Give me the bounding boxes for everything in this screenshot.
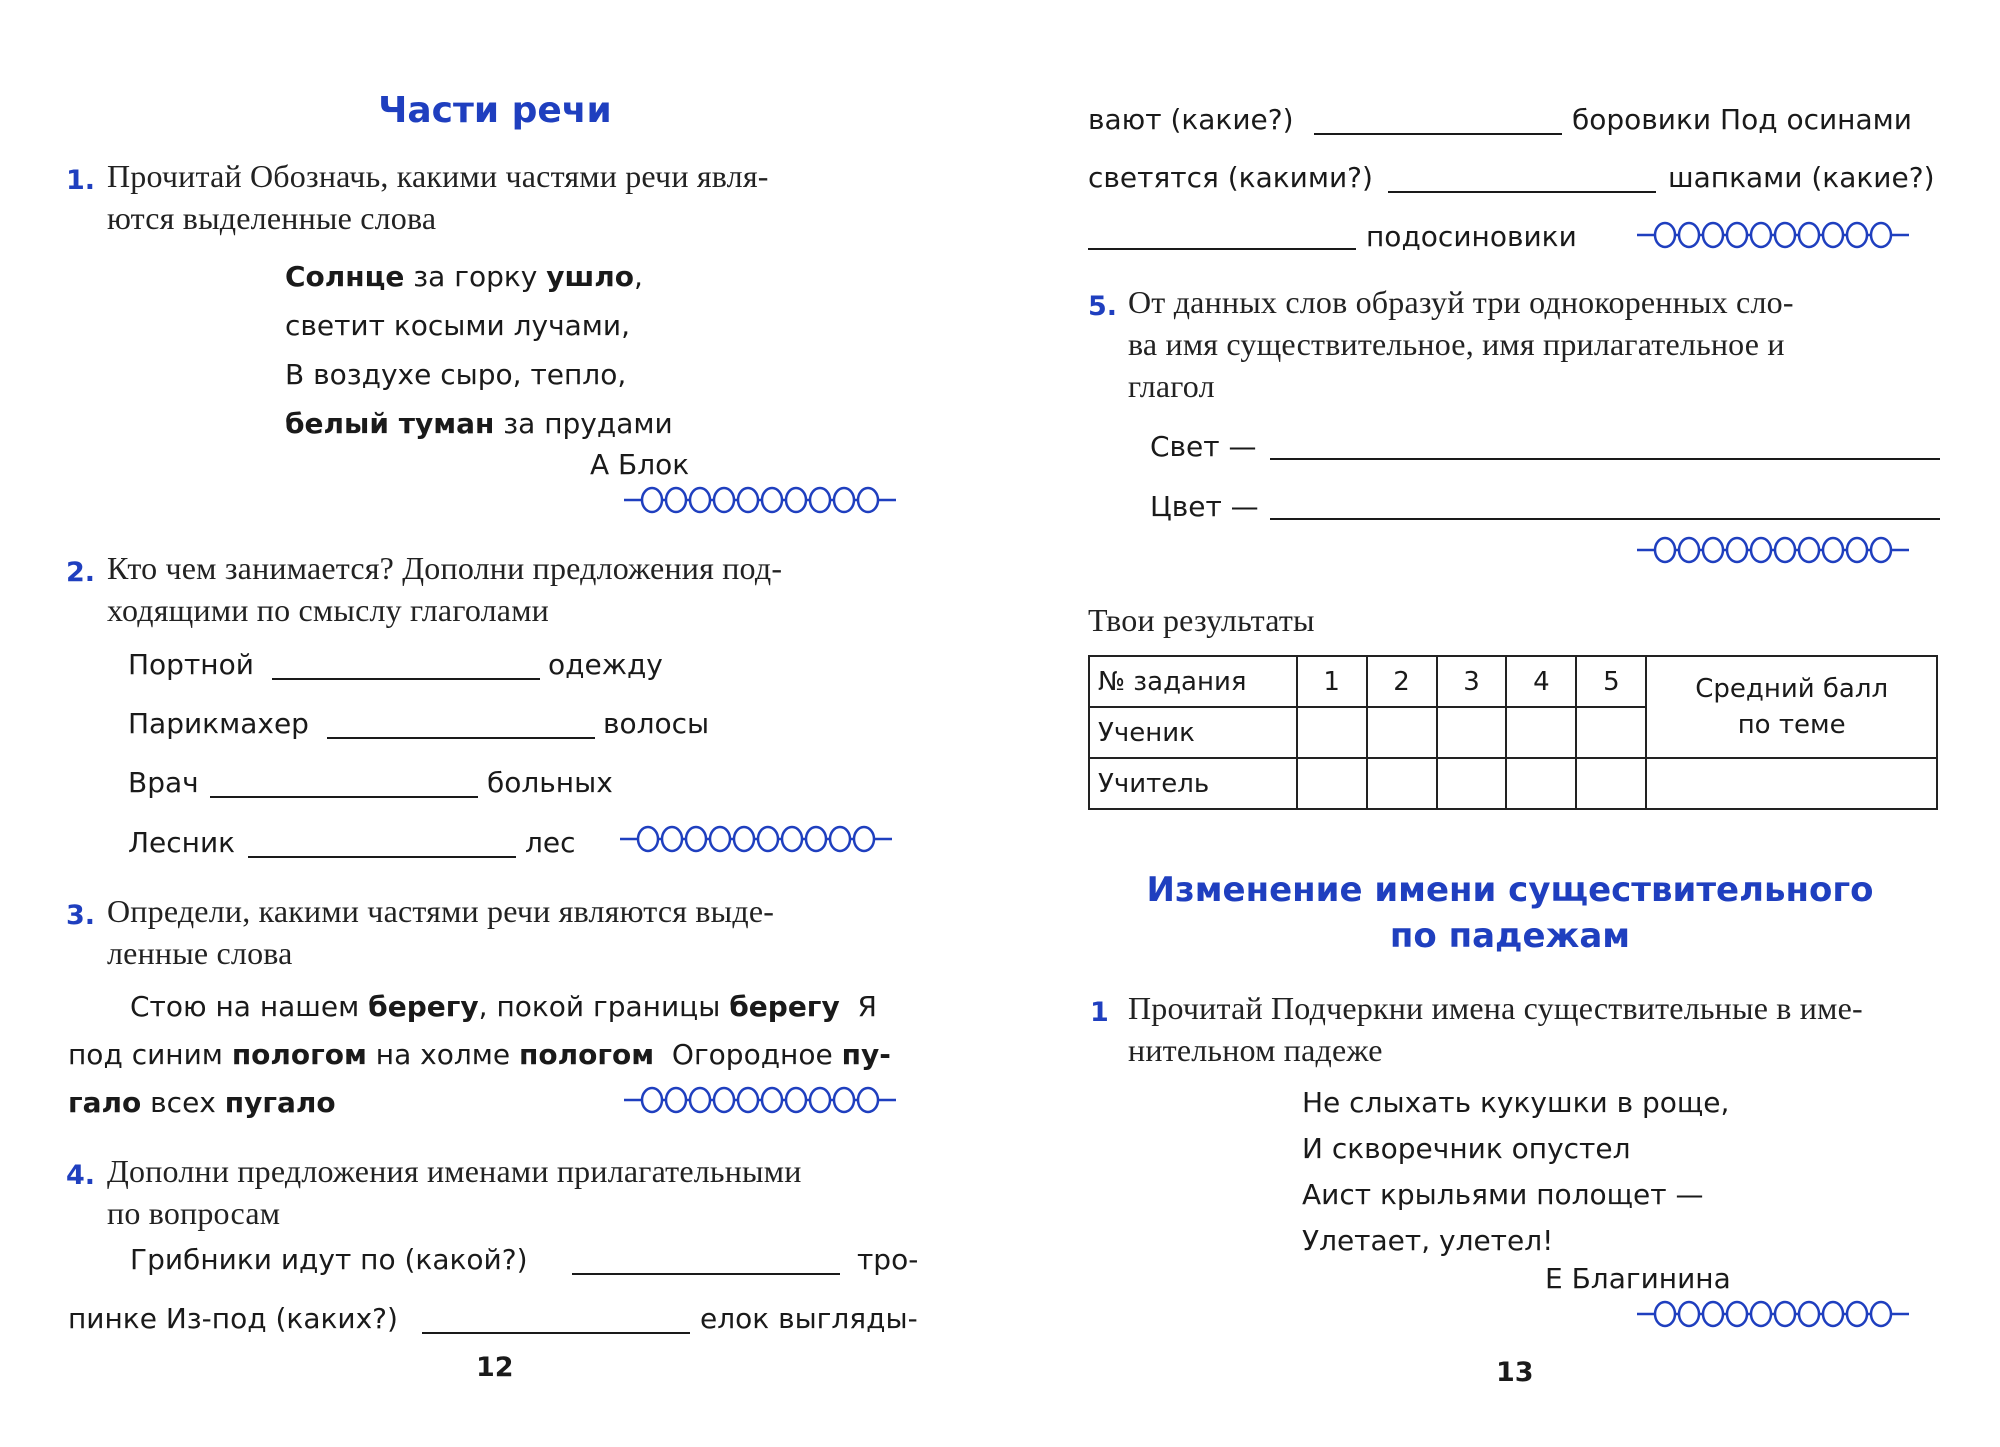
bold-word: пологом <box>231 1038 367 1071</box>
score-circle[interactable] <box>1727 1302 1747 1326</box>
column-header: 3 <box>1437 656 1507 707</box>
text-segment: под синим <box>68 1038 232 1071</box>
score-circle[interactable] <box>782 827 802 851</box>
score-circle[interactable] <box>1703 538 1723 562</box>
text-line <box>68 1038 891 1071</box>
score-circle[interactable] <box>1799 538 1819 562</box>
score-circle[interactable] <box>638 827 658 851</box>
score-circle[interactable] <box>758 827 778 851</box>
sentence-part: боровики Под осинами <box>1572 103 1912 136</box>
score-circle[interactable] <box>1679 1302 1699 1326</box>
bold-word: берегу <box>729 990 840 1023</box>
score-circle[interactable] <box>1847 223 1867 247</box>
chain-score-icon <box>622 1083 922 1117</box>
score-cell[interactable] <box>1576 758 1646 809</box>
column-header: 1 <box>1297 656 1367 707</box>
poem-line <box>285 260 643 293</box>
poem-line: Аист крыльями полощет — <box>1302 1178 1704 1211</box>
answer-blank[interactable] <box>210 796 478 798</box>
task-number: 5. <box>1088 291 1118 322</box>
sentence-part: тро- <box>857 1243 919 1276</box>
sentence-part: Грибники идут по (какой?) <box>130 1243 528 1276</box>
chain-score-icon <box>618 822 918 856</box>
score-circle[interactable] <box>834 488 854 512</box>
score-circle[interactable] <box>714 488 734 512</box>
score-circle[interactable] <box>642 1088 662 1112</box>
score-circle[interactable] <box>666 1088 686 1112</box>
score-circle[interactable] <box>762 1088 782 1112</box>
poem-line <box>285 358 626 391</box>
bold-word: пологом <box>519 1038 655 1071</box>
score-circle[interactable] <box>786 1088 806 1112</box>
score-circle[interactable] <box>1775 538 1795 562</box>
sentence-object: одежду <box>548 648 663 681</box>
score-circle[interactable] <box>1751 1302 1771 1326</box>
sentence-object: больных <box>487 766 613 799</box>
average-score-header <box>1646 656 1937 758</box>
task-instruction: ются выделенные слова <box>107 200 437 236</box>
average-score-cell[interactable] <box>1646 758 1937 809</box>
column-header: 2 <box>1367 656 1437 707</box>
score-circle[interactable] <box>666 488 686 512</box>
text-segment: Я <box>839 990 877 1023</box>
bold-word: гало <box>68 1086 142 1119</box>
text-segment: , <box>633 260 643 293</box>
score-circle[interactable] <box>1799 223 1819 247</box>
poem-author: А Блок <box>590 448 690 481</box>
task-instruction: Определи, какими частями речи являются выде- <box>107 893 775 929</box>
task-instruction: глагол <box>1128 368 1215 404</box>
score-circle[interactable] <box>642 488 662 512</box>
task-header-cell: № задания <box>1089 656 1297 707</box>
answer-blank[interactable] <box>1270 518 1940 520</box>
score-cell[interactable] <box>1437 758 1507 809</box>
text-line <box>130 990 877 1023</box>
average-score-header-line1: Средний балл <box>1695 674 1889 704</box>
poem-line: Улетает, улетел! <box>1302 1224 1554 1257</box>
bold-word: пу- <box>841 1038 891 1071</box>
bold-word: пугало <box>224 1086 336 1119</box>
right-page <box>1000 0 2000 1447</box>
task-instruction: нительном падеже <box>1128 1032 1383 1068</box>
text-segment: светит косыми лучами, <box>285 309 630 342</box>
sentence-subject: Парикмахер <box>128 707 309 740</box>
score-circle[interactable] <box>810 488 830 512</box>
task-instruction: Дополни предложения именами прилагательными <box>107 1153 802 1189</box>
score-circle[interactable] <box>738 488 758 512</box>
sentence-part: светятся (какими?) <box>1088 161 1373 194</box>
page-title: Части речи <box>378 90 612 131</box>
score-circle[interactable] <box>1655 1302 1675 1326</box>
sentence-subject: Врач <box>128 766 199 799</box>
score-circle[interactable] <box>1655 538 1675 562</box>
sentence-subject: Портной <box>128 648 254 681</box>
score-circle[interactable] <box>858 1088 878 1112</box>
page-number: 12 <box>476 1352 514 1383</box>
task-instruction: ва имя существительное, имя прилагательное и <box>1128 326 1785 362</box>
score-circle[interactable] <box>1871 1302 1891 1326</box>
results-table <box>1088 655 1938 810</box>
score-cell[interactable] <box>1297 707 1367 758</box>
task-number: 1 <box>1090 997 1109 1028</box>
chain-score-icon <box>1635 1297 1935 1331</box>
score-circle[interactable] <box>1775 223 1795 247</box>
results-heading: Твои результаты <box>1088 602 1315 638</box>
score-circle[interactable] <box>1727 223 1747 247</box>
score-circle[interactable] <box>1823 1302 1843 1326</box>
score-circle[interactable] <box>1727 538 1747 562</box>
sentence-part: елок выгляды- <box>700 1302 918 1335</box>
average-score-header-line2: по теме <box>1737 710 1846 740</box>
score-circle[interactable] <box>1823 223 1843 247</box>
answer-blank[interactable] <box>1314 133 1562 135</box>
score-circle[interactable] <box>1847 538 1867 562</box>
score-circle[interactable] <box>1679 538 1699 562</box>
task-instruction: Кто чем занимается? Дополни предложения под- <box>107 550 783 586</box>
score-circle[interactable] <box>830 827 850 851</box>
task-number: 2. <box>66 557 96 588</box>
text-segment: за горку <box>404 260 547 293</box>
task-instruction: по вопросам <box>107 1195 281 1231</box>
score-circle[interactable] <box>858 488 878 512</box>
answer-blank[interactable] <box>1388 191 1656 193</box>
page-number: 13 <box>1496 1357 1534 1388</box>
score-circle[interactable] <box>1703 223 1723 247</box>
score-circle[interactable] <box>690 488 710 512</box>
score-circle[interactable] <box>786 488 806 512</box>
score-circle[interactable] <box>1871 223 1891 247</box>
bold-word: Солнце <box>285 260 405 293</box>
score-circle[interactable] <box>662 827 682 851</box>
score-circle[interactable] <box>690 1088 710 1112</box>
column-header: 4 <box>1506 656 1576 707</box>
task-instruction: Прочитай Подчеркни имена существительные в име- <box>1128 990 1863 1026</box>
score-cell[interactable] <box>1576 707 1646 758</box>
text-line <box>68 1086 336 1119</box>
score-cell[interactable] <box>1297 758 1367 809</box>
poem-line <box>285 407 673 440</box>
sentence-part: шапками (какие?) <box>1668 161 1935 194</box>
score-circle[interactable] <box>1751 538 1771 562</box>
text-segment: за прудами <box>494 407 673 440</box>
text-segment: Огородное <box>654 1038 842 1071</box>
score-circle[interactable] <box>1775 1302 1795 1326</box>
root-word: Свет — <box>1150 430 1257 463</box>
score-cell[interactable] <box>1437 707 1507 758</box>
answer-blank[interactable] <box>1270 458 1940 460</box>
score-circle[interactable] <box>1799 1302 1819 1326</box>
chain-score-icon <box>1635 533 1935 567</box>
sentence-part: подосиновики <box>1366 220 1577 253</box>
answer-blank[interactable] <box>572 1273 840 1275</box>
task-instruction: ходящими по смыслу глаголами <box>107 592 549 628</box>
sentence-part: вают (какие?) <box>1088 103 1294 136</box>
task-number: 4. <box>66 1160 96 1191</box>
text-segment: , покой границы <box>478 990 730 1023</box>
sentence-object: лес <box>525 826 576 859</box>
score-cell[interactable] <box>1506 707 1576 758</box>
text-segment: В воздухе сыро, тепло, <box>285 358 627 391</box>
bold-word: берегу <box>368 990 479 1023</box>
score-circle[interactable] <box>1847 1302 1867 1326</box>
task-number: 1. <box>66 165 96 196</box>
chain-score-icon <box>1635 218 1935 252</box>
score-circle[interactable] <box>1679 223 1699 247</box>
score-circle[interactable] <box>854 827 874 851</box>
score-circle[interactable] <box>710 827 730 851</box>
text-segment: всех <box>141 1086 225 1119</box>
root-word: Цвет — <box>1150 490 1259 523</box>
score-circle[interactable] <box>734 827 754 851</box>
score-circle[interactable] <box>810 1088 830 1112</box>
score-circle[interactable] <box>714 1088 734 1112</box>
task-instruction: От данных слов образуй три однокоренных сло- <box>1128 284 1794 320</box>
answer-blank[interactable] <box>248 856 516 858</box>
answer-blank[interactable] <box>422 1332 690 1334</box>
task-instruction: Прочитай Обозначь, какими частями речи явля- <box>107 158 769 194</box>
answer-blank[interactable] <box>272 678 540 680</box>
column-header: 5 <box>1576 656 1646 707</box>
bold-word: ушло <box>546 260 634 293</box>
score-circle[interactable] <box>1703 1302 1723 1326</box>
answer-blank[interactable] <box>327 737 595 739</box>
text-segment: на холме <box>366 1038 520 1071</box>
score-circle[interactable] <box>1823 538 1843 562</box>
sentence-subject: Лесник <box>128 826 236 859</box>
text-segment: Стою на нашем <box>130 990 369 1023</box>
chain-score-icon <box>622 483 922 517</box>
score-circle[interactable] <box>1655 223 1675 247</box>
score-circle[interactable] <box>762 488 782 512</box>
score-circle[interactable] <box>1751 223 1771 247</box>
sentence-object: волосы <box>603 707 710 740</box>
sentence-part: пинке Из-под (каких?) <box>68 1302 398 1335</box>
score-cell[interactable] <box>1367 758 1437 809</box>
section-title: по падежам <box>1389 916 1631 956</box>
poem-line: И скворечник опустел <box>1302 1132 1631 1165</box>
score-circle[interactable] <box>738 1088 758 1112</box>
row-label-student: Ученик <box>1089 707 1297 758</box>
task-number: 3. <box>66 900 96 931</box>
score-circle[interactable] <box>834 1088 854 1112</box>
score-cell[interactable] <box>1506 758 1576 809</box>
score-circle[interactable] <box>806 827 826 851</box>
answer-blank[interactable] <box>1088 248 1356 250</box>
score-cell[interactable] <box>1367 707 1437 758</box>
score-circle[interactable] <box>1871 538 1891 562</box>
section-title: Изменение имени существительного <box>1146 870 1874 910</box>
bold-word: белый туман <box>285 407 495 440</box>
row-label-teacher: Учитель <box>1089 758 1297 809</box>
task-instruction: ленные слова <box>107 935 293 971</box>
poem-author: Е Благинина <box>1545 1262 1731 1295</box>
poem-line: Не слыхать кукушки в роще, <box>1302 1086 1730 1119</box>
poem-line <box>285 309 630 342</box>
score-circle[interactable] <box>686 827 706 851</box>
